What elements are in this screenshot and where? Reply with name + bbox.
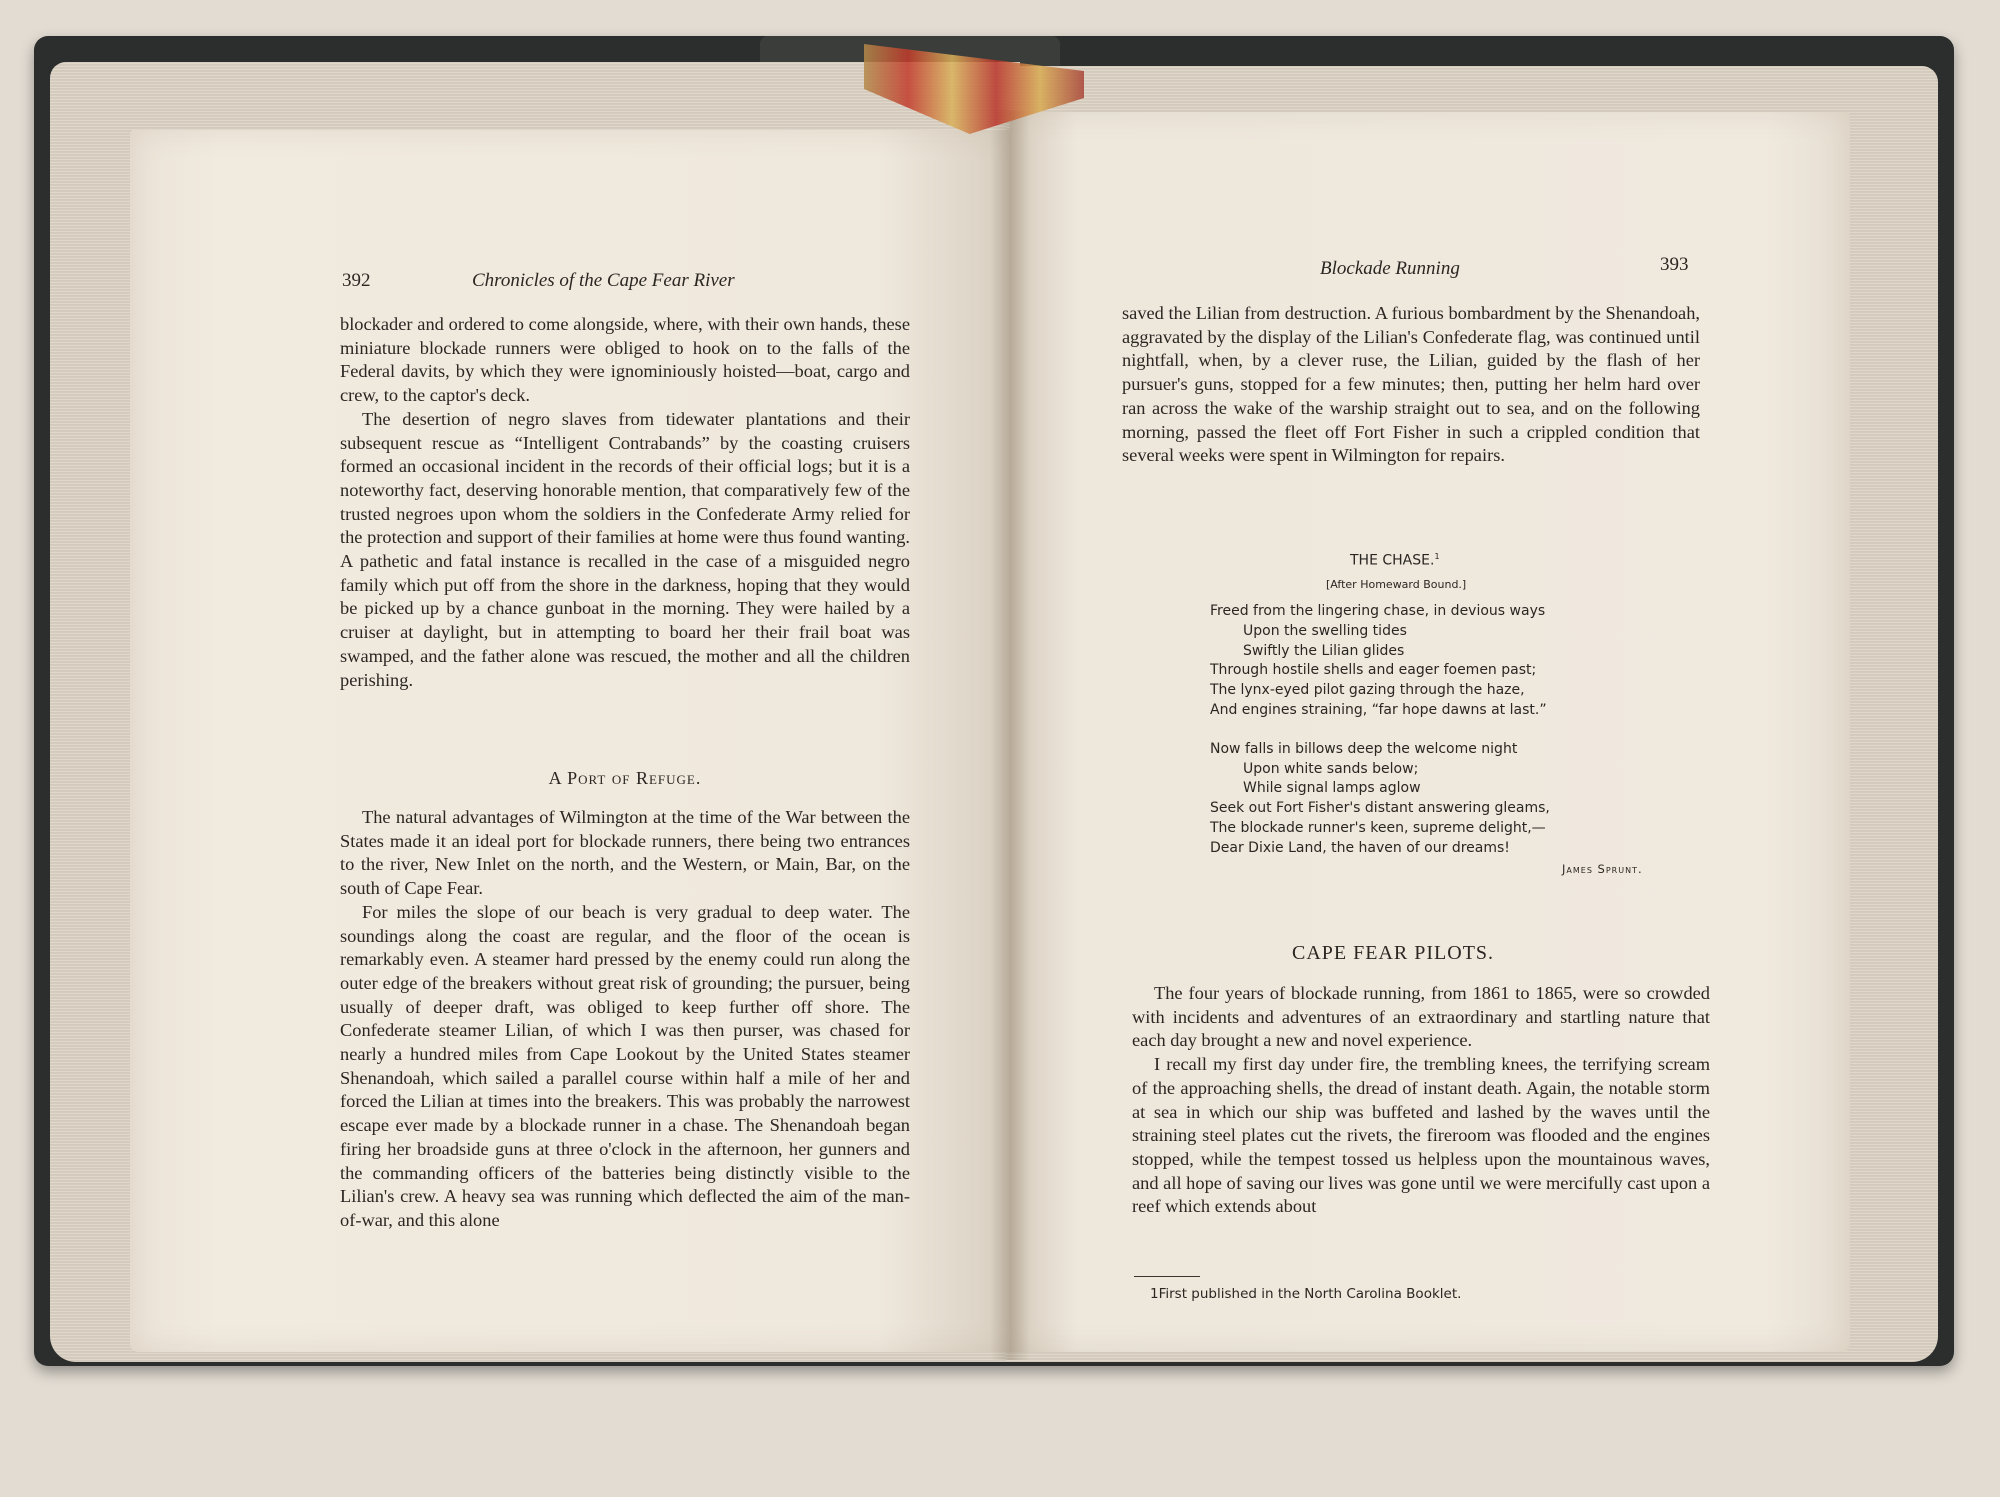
left-page xyxy=(130,130,1010,1352)
left-text-top xyxy=(340,313,910,692)
paragraph: The natural advantages of Wilmington at the time of the War between the States made it an ideal port for blockade runners, there being two entrances to the river, New Inlet on the north, and the Western, or Main, Bar, on the south of Cape Fear. xyxy=(340,807,910,899)
poem-title xyxy=(1350,552,1440,569)
paragraph: For miles the slope of our beach is very gradual to deep water. The soundings along the coast are regular, and the floor of the ocean is remarkably even. A steamer hard pressed by the enemy could run along the outer edge of the breakers without great risk of grounding; the pursuer, being usually of deeper draft, was obliged to keep further off shore. The Confederate steamer Lilian, of which I was then purser, was chased for nearly a hundred miles from Cape Lookout by the United States steamer Shenandoah, which sailed a parallel course within half a mile of her and forced the Lilian at times into the breakers. This was probably the narrowest escape ever made by a blockade runner in a chase. The Shenandoah began firing her broadside guns at three o'clock in the afternoon, her gunners and the commanding officers of the batteries being distinctly visible to the Lilian's crew. A heavy sea was running which deflected the aim of the man-of-war, and this alone xyxy=(340,901,910,1230)
poem-body xyxy=(1210,602,1550,859)
right-page xyxy=(1010,112,1850,1352)
poem-line: Now falls in billows deep the welcome night xyxy=(1210,740,1518,757)
poem-line: Dear Dixie Land, the haven of our dreams! xyxy=(1210,839,1510,856)
poem-line: Seek out Fort Fisher's distant answering gleams, xyxy=(1210,800,1550,817)
stanza-break xyxy=(1210,721,1550,740)
poem-author: James Sprunt. xyxy=(1562,862,1643,876)
poem-line: The lynx-eyed pilot gazing through the haze, xyxy=(1210,682,1525,699)
poem-line: Freed from the lingering chase, in devious ways xyxy=(1210,603,1546,619)
left-text-bottom xyxy=(340,806,910,1233)
book-gutter xyxy=(990,110,1030,1360)
chapter-heading: CAPE FEAR PILOTS. xyxy=(1292,942,1495,964)
paragraph: blockader and ordered to come alongside, where, with their own hands, these miniature blockade runners were obliged to hook on to the falls of the Federal davits, by which they were ignominiously hoisted—boat, cargo and crew, to the captor's deck. xyxy=(340,314,910,406)
right-text-top xyxy=(1122,302,1700,468)
poem-title-text: THE CHASE. xyxy=(1350,552,1435,569)
poem-line: Swiftly the Lilian glides xyxy=(1243,642,1405,659)
poem-line: The blockade runner's keen, supreme delight,— xyxy=(1210,819,1546,836)
poem-line: Through hostile shells and eager foemen past; xyxy=(1210,662,1537,679)
footnote-marker: 1 xyxy=(1434,552,1440,561)
paragraph: saved the Lilian from destruction. A furious bombardment by the Shenandoah, aggravated by the display of the Lilian's Confederate flag, was continued until nightfall, when, by a clever ruse, the Lilian, guided by the flash of her pursuer's guns, stopped for a few minutes; then, putting her helm hard over ran across the wake of the warship straight out to sea, and on the following morning, passed the fleet off Fort Fisher in such a crippled condition that several weeks were spent in Wilmington for repairs. xyxy=(1122,303,1700,466)
paragraph: The desertion of negro slaves from tidewater plantations and their subsequent rescue as “Intelligent Contrabands” by the coasting cruisers formed an occasional incident in the records of their official logs; but it is a noteworthy fact, deserving honorable mention, that comparatively few of the trusted negroes upon whom the soldiers in the Confederate Army relied for the protection and support of their families at home were thus found wanting. A pathetic and fatal instance is recalled in the case of a misguided negro family which put off from the shore in the darkness, hoping that they would be picked up by a chance gunboat in the morning. They were hailed by a cruiser at daylight, but in attempting to board her their frail boat was swamped, and the father alone was rescued, the mother and all the children perishing. xyxy=(340,408,910,690)
footnote: 1First published in the North Carolina Booklet. xyxy=(1150,1286,1462,1302)
left-page-number: 392 xyxy=(342,270,371,291)
poem-line: Upon white sands below; xyxy=(1243,760,1419,777)
poem-subtitle: [After Homeward Bound.] xyxy=(1326,578,1467,591)
right-running-title: Blockade Running xyxy=(1320,258,1460,279)
poem-line: While signal lamps aglow xyxy=(1243,780,1421,797)
paragraph: I recall my first day under fire, the trembling knees, the terrifying scream of the approaching shells, the dread of instant death. Again, the notable storm at sea in which our ship was buffeted and lashed by the waves until the straining steel plates cut the rivets, the fireroom was flooded and the engines stopped, while the tempest tossed us helpless upon the mountainous waves, and all hope of saving our lives was gone until we were mercifully cast upon a reef which extends about xyxy=(1132,1054,1710,1217)
right-text-bottom xyxy=(1132,982,1710,1219)
paragraph: The four years of blockade running, from 1861 to 1865, were so crowded with incidents and adventures of an extraordinary and startling nature that each day brought a new and novel experience. xyxy=(1132,983,1710,1051)
poem-line: And engines straining, “far hope dawns at last.” xyxy=(1210,701,1547,718)
left-running-title: Chronicles of the Cape Fear River xyxy=(472,270,735,291)
right-page-number: 393 xyxy=(1660,254,1689,275)
footnote-rule xyxy=(1134,1276,1200,1277)
poem-line: Upon the swelling tides xyxy=(1243,622,1407,639)
section-heading: A Port of Refuge. xyxy=(548,768,702,788)
